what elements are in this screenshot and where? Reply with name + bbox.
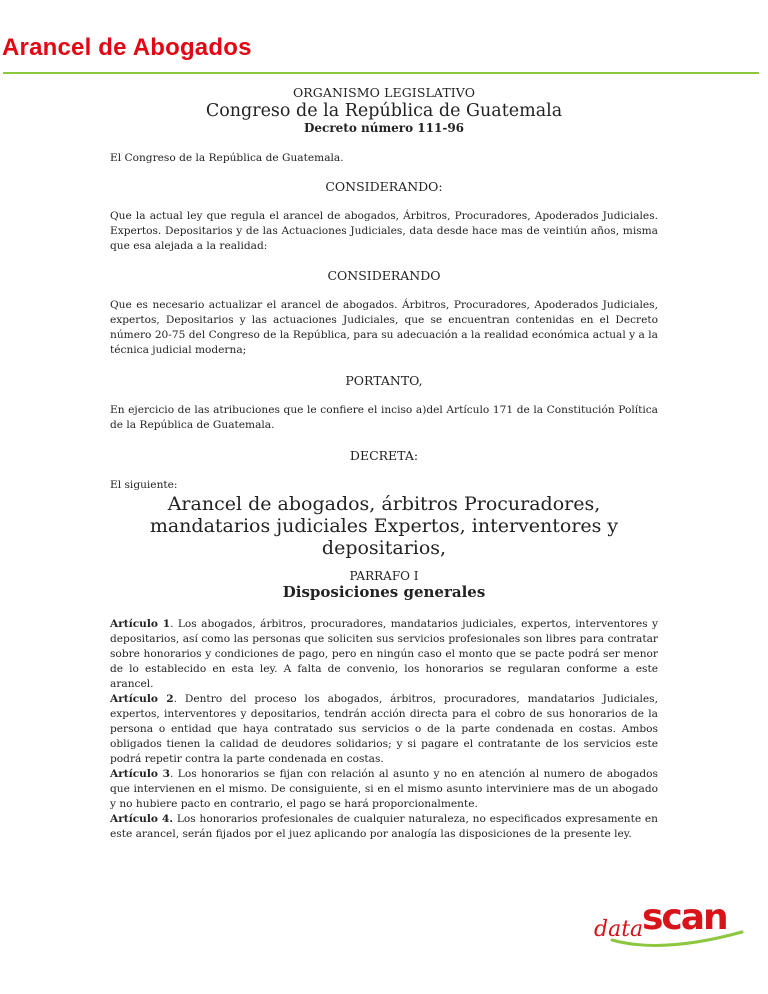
article-1 bbox=[110, 617, 658, 692]
title-rule bbox=[3, 72, 759, 74]
decreta-lead: El siguiente: bbox=[110, 479, 178, 491]
article-text: Los abogados, árbitros, procuradores, mandatarios judiciales, expertos, interventores y depositarios, así como las personas que soliciten sus servicios profesionales son libres para contratar sobre honorarios y condiciones de pago, pero en ningún caso el monto que se pacte podrá ser menor de lo establecido en esta ley. A falta de convenio, los honorarios se regularan conforme a este arancel. bbox=[110, 618, 658, 690]
article-3 bbox=[110, 767, 658, 812]
logo-part-data: data bbox=[594, 917, 644, 942]
intro-paragraph: El Congreso de la República de Guatemala. bbox=[110, 152, 344, 164]
articles-list bbox=[110, 617, 658, 842]
article-label: Artículo 2 bbox=[110, 693, 174, 705]
article-2 bbox=[110, 692, 658, 767]
considerando-1-heading: CONSIDERANDO: bbox=[325, 179, 443, 194]
article-sep: . bbox=[170, 768, 174, 780]
decree-number: Decreto número 111-96 bbox=[303, 121, 465, 135]
article-text: Los honorarios se fijan con relación al asunto y no en atención al numero de abogados que intervienen en el mismo. De consiguiente, si en el mismo asunto interviniere mas de un abogado y no hubiere pacto en contrario, el pago se hará proporcionalmente. bbox=[110, 768, 658, 810]
article-text: Dentro del proceso los abogados, árbitros, procuradores, mandatarios Judiciales, expertos, interventores y depositarios, tendrán acción directa para el cobro de sus honorarios de la persona o entidad que haya contratado sus servicios o de la parte condenada en costas. Ambos obligados tienen la calidad de deudores solidarios; y si pagare el contratante de los servicios este podrá repetir contra la parte condenada en costas. bbox=[110, 693, 658, 765]
parrafo-label: PARRAFO I bbox=[349, 569, 419, 583]
considerando-2-heading: CONSIDERANDO bbox=[327, 268, 441, 283]
considerando-2-text: Que es necesario actualizar el arancel de abogados. Árbitros, Procuradores, Apoderados Judiciales, expertos, Depositarios y las actuaciones Judiciales, que se encuentran contenidas en el Decreto número 20-75 del Congreso de la República, para su adecuación a la realidad económica actual y a la técnica judicial moderna; bbox=[110, 299, 658, 356]
document-title: Arancel de Abogados bbox=[2, 34, 252, 61]
article-label: Artículo 1 bbox=[110, 618, 171, 630]
portanto-text: En ejercicio de las atribuciones que le confiere el inciso a)del Artículo 171 de la Constitución Política de la República de Guatemala. bbox=[110, 404, 658, 431]
article-4 bbox=[110, 812, 658, 842]
portanto-heading: PORTANTO, bbox=[345, 373, 423, 388]
logo-part-scan: scan bbox=[642, 898, 727, 938]
considerando-1-text: Que la actual ley que regula el arancel de abogados, Árbitros, Procuradores, Apoderados Judiciales. Expertos. Depositarios y de las Actuaciones Judiciales, data desde hace mas de veintiún años, misma que esa alejada a la realidad: bbox=[110, 210, 658, 252]
organism-label: ORGANISMO LEGISLATIVO bbox=[292, 85, 476, 100]
congress-heading: Congreso de la República de Guatemala bbox=[205, 101, 563, 121]
document-body bbox=[110, 82, 658, 842]
datascan-logo-mark bbox=[592, 898, 762, 948]
decreta-heading: DECRETA: bbox=[349, 448, 419, 463]
law-title: Arancel de abogados, árbitros Procuradores, mandatarios judiciales Expertos, interventores y depositarios, bbox=[149, 493, 619, 559]
parrafo-title: Disposiciones generales bbox=[282, 583, 486, 601]
article-label: Artículo 3 bbox=[110, 768, 171, 780]
datascan-logo bbox=[592, 898, 762, 948]
article-label: Artículo 4. bbox=[110, 813, 174, 825]
article-sep: . bbox=[170, 618, 174, 630]
article-text: Los honorarios profesionales de cualquier naturaleza, no especificados expresamente en este arancel, serán fijados por el juez aplicando por analogía las disposiciones de la presente ley. bbox=[110, 813, 658, 840]
article-sep: . bbox=[173, 693, 177, 705]
